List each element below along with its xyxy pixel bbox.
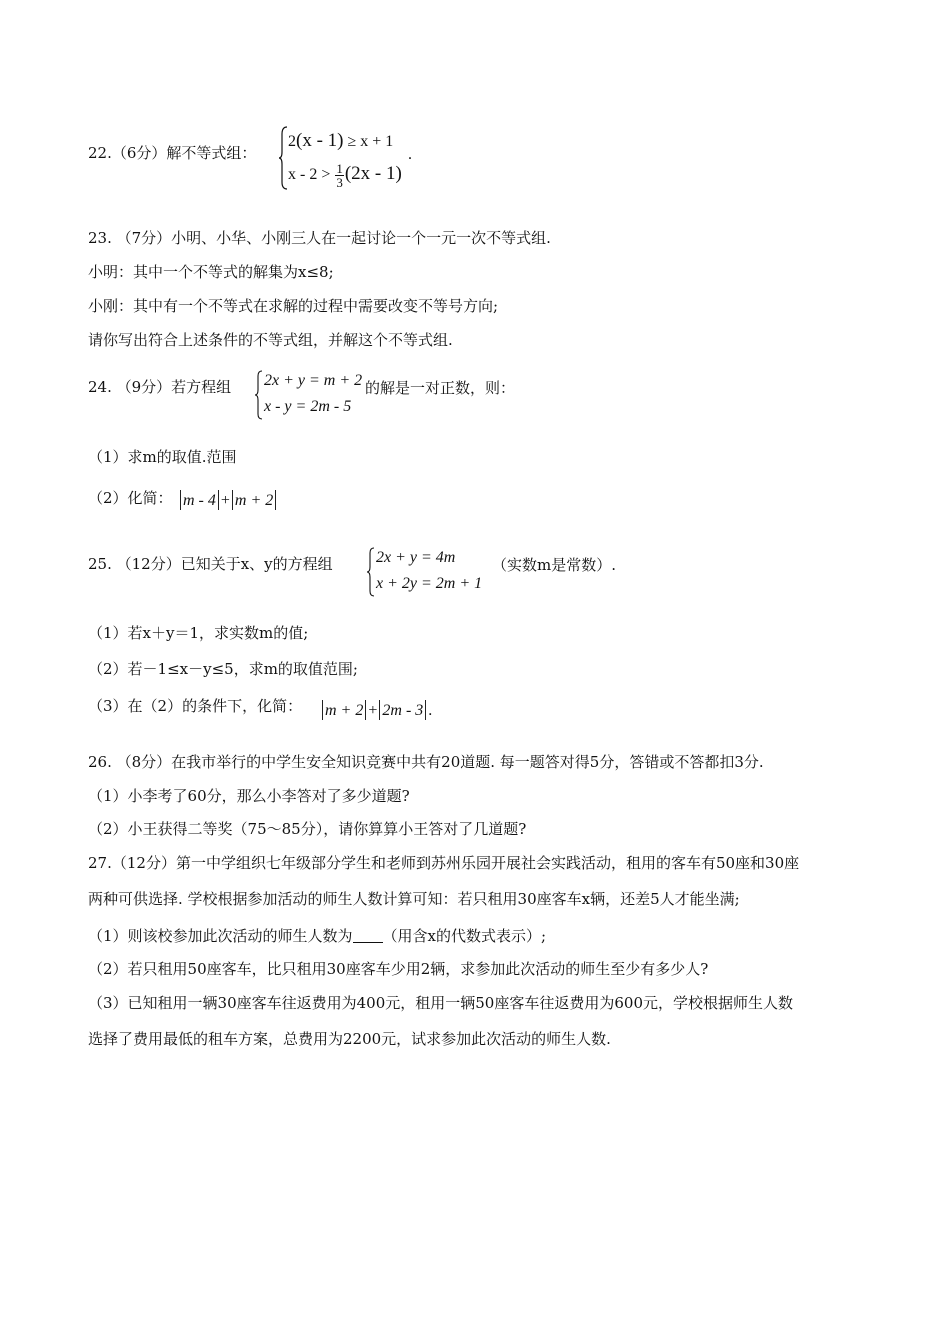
q26-line-3: （2）小王获得二等奖（75～85分），请你算算小王答对了几道题? (88, 820, 527, 838)
q27-line-4: （2）若只租用50座客车，比只租用30座客车少用2辆，求参加此次活动的师生至少有多少人? (88, 960, 709, 978)
q24-equation-system (254, 370, 374, 420)
q27-line-2: 两种可供选择. 学校根据参加活动的师生人数计算可知：若只租用30座客车x辆，还差5人才能坐满; (88, 890, 740, 908)
answer-blank[interactable] (353, 928, 383, 943)
q27-line-3: （1）则该校参加此次活动的师生人数为 （用含x的代数式表示）; (88, 927, 547, 945)
q24-after: 的解是一对正数，则： (365, 379, 516, 397)
q25-label: 25. （12分）已知关于x、y的方程组 (88, 555, 333, 573)
q27-line-5: （3）已知租用一辆30座客车往返费用为400元，租用一辆50座客车往返费用为600元，学校根据师生人数 (88, 994, 793, 1012)
q25-sub-3: （3）在（2）的条件下，化简： (88, 697, 303, 715)
q22-inequality-system (278, 126, 428, 190)
q22-inequality-1: 2(x - 1) ≥ x + 1 (288, 130, 394, 151)
q27-line-1: 27.（12分）第一中学组织七年级部分学生和老师到苏州乐园开展社会实践活动，租用的客车有50座和30座 (88, 854, 800, 872)
q23-line-1: 23. （7分）小明、小华、小刚三人在一起讨论一个一元一次不等式组. (88, 229, 551, 247)
left-brace-icon (254, 370, 264, 420)
q25-after: （实数m是常数）. (492, 556, 616, 574)
q25-sub-2: （2）若－1≤x－y≤5，求m的取值范围; (88, 660, 358, 678)
q25-equation-1: 2x + y = 4m (376, 549, 456, 566)
q25-sub-1: （1）若x＋y＝1，求实数m的值; (88, 624, 309, 642)
q26-line-2: （1）小李考了60分，那么小李答对了多少道题? (88, 787, 410, 805)
q23-line-3: 小刚：其中有一个不等式在求解的过程中需要改变不等号方向; (88, 297, 499, 315)
q24-sub-1: （1）求m的取值.范围 (88, 448, 237, 466)
q24-equation-2: x - y = 2m - 5 (264, 398, 352, 415)
left-brace-icon (278, 126, 288, 190)
q22-inequality-2: x - 2 > $\frac{1}{3}$ (2x - 1) (288, 161, 402, 190)
q22-label: 22.（6分）解不等式组： (88, 144, 257, 162)
q23-line-2: 小明：其中一个不等式的解集为x≤8; (88, 263, 334, 281)
q24-sub-2: （2）化简： (88, 489, 173, 507)
left-brace-icon (366, 547, 376, 597)
q25-absolute-expression: m + 2 + 2m - 3 . (320, 700, 432, 720)
q24-equation-1: 2x + y = m + 2 (264, 372, 363, 389)
q26-line-1: 26. （8分）在我市举行的中学生安全知识竞赛中共有20道题. 每一题答对得5分，答错或不答都扣3分. (88, 753, 764, 771)
q23-line-4: 请你写出符合上述条件的不等式组，并解这个不等式组. (88, 331, 453, 349)
q25-equation-2: x + 2y = 2m + 1 (376, 575, 483, 592)
q24-absolute-expression: m - 4 + m + 2 (178, 490, 278, 510)
q25-equation-system (366, 547, 496, 597)
q22-period: . (408, 146, 412, 163)
one-third-fraction: $\frac{1}{3}$ (336, 161, 343, 190)
q24-label: 24. （9分）若方程组 (88, 378, 232, 396)
q27-line-6: 选择了费用最低的租车方案，总费用为2200元，试求参加此次活动的师生人数. (88, 1030, 611, 1048)
